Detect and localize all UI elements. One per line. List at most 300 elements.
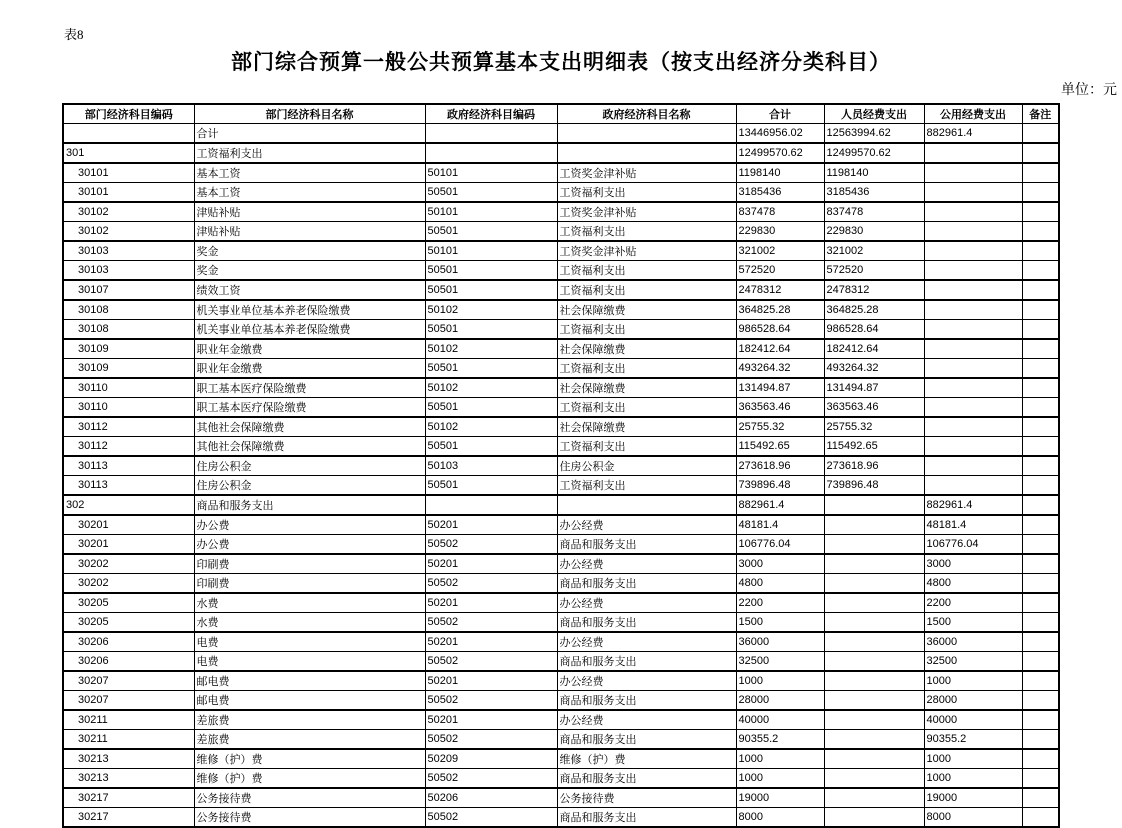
table-row — [63, 456, 1059, 476]
cell-gov-name: 工资福利支出 — [557, 320, 736, 340]
cell-gov-code: 50501 — [425, 222, 557, 242]
cell-gov-name: 商品和服务支出 — [557, 808, 736, 828]
cell-public — [924, 476, 1022, 496]
cell-dept-name: 基本工资 — [194, 163, 425, 183]
table-row — [63, 300, 1059, 320]
cell-dept-code: 30207 — [63, 691, 194, 711]
cell-personnel — [824, 495, 924, 515]
cell-gov-code: 50502 — [425, 535, 557, 555]
table-row — [63, 339, 1059, 359]
cell-gov-code: 50201 — [425, 671, 557, 691]
cell-personnel: 1198140 — [824, 163, 924, 183]
cell-personnel: 2478312 — [824, 280, 924, 300]
cell-personnel: 115492.65 — [824, 437, 924, 457]
cell-personnel: 12563994.62 — [824, 124, 924, 144]
cell-dept-code: 30109 — [63, 359, 194, 379]
cell-total: 2200 — [736, 593, 824, 613]
cell-gov-code: 50102 — [425, 417, 557, 437]
cell-public: 19000 — [924, 788, 1022, 808]
cell-personnel: 837478 — [824, 202, 924, 222]
cell-public: 48181.4 — [924, 515, 1022, 535]
cell-public: 32500 — [924, 652, 1022, 672]
cell-gov-code: 50501 — [425, 320, 557, 340]
cell-dept-name: 其他社会保障缴费 — [194, 437, 425, 457]
cell-personnel — [824, 632, 924, 652]
budget-table — [62, 103, 1060, 828]
cell-gov-name: 社会保障缴费 — [557, 378, 736, 398]
cell-public — [924, 222, 1022, 242]
cell-gov-code: 50102 — [425, 300, 557, 320]
cell-total: 25755.32 — [736, 417, 824, 437]
cell-dept-name: 基本工资 — [194, 183, 425, 203]
cell-dept-code: 30102 — [63, 202, 194, 222]
cell-personnel — [824, 730, 924, 750]
cell-gov-name: 工资福利支出 — [557, 437, 736, 457]
cell-gov-code: 50502 — [425, 730, 557, 750]
cell-public: 882961.4 — [924, 124, 1022, 144]
cell-dept-name: 差旅费 — [194, 730, 425, 750]
cell-dept-code: 30202 — [63, 554, 194, 574]
cell-total: 115492.65 — [736, 437, 824, 457]
cell-gov-name: 办公经费 — [557, 554, 736, 574]
cell-gov-name: 办公经费 — [557, 593, 736, 613]
unit-label: 单位：元 — [1061, 83, 1117, 98]
col-header-personnel: 人员经费支出 — [824, 104, 924, 124]
cell-dept-name: 水费 — [194, 613, 425, 633]
cell-dept-code: 30213 — [63, 769, 194, 789]
cell-gov-code: 50201 — [425, 593, 557, 613]
table-row — [63, 202, 1059, 222]
cell-personnel — [824, 574, 924, 594]
cell-dept-name: 办公费 — [194, 535, 425, 555]
cell-total: 4800 — [736, 574, 824, 594]
cell-gov-code: 50101 — [425, 202, 557, 222]
cell-dept-name: 职工基本医疗保险缴费 — [194, 378, 425, 398]
cell-dept-name: 机关事业单位基本养老保险缴费 — [194, 300, 425, 320]
cell-note — [1022, 359, 1059, 379]
cell-note — [1022, 300, 1059, 320]
cell-personnel: 364825.28 — [824, 300, 924, 320]
col-header-total: 合计 — [736, 104, 824, 124]
cell-personnel: 493264.32 — [824, 359, 924, 379]
cell-gov-code: 50502 — [425, 691, 557, 711]
cell-public: 1500 — [924, 613, 1022, 633]
cell-public — [924, 280, 1022, 300]
cell-dept-code: 30112 — [63, 437, 194, 457]
cell-personnel: 363563.46 — [824, 398, 924, 418]
cell-note — [1022, 241, 1059, 261]
cell-public — [924, 437, 1022, 457]
cell-note — [1022, 320, 1059, 340]
table-row — [63, 163, 1059, 183]
table-row — [63, 378, 1059, 398]
cell-gov-code — [425, 124, 557, 144]
cell-dept-code: 30108 — [63, 300, 194, 320]
cell-gov-name — [557, 143, 736, 163]
cell-dept-code: 30202 — [63, 574, 194, 594]
cell-note — [1022, 261, 1059, 281]
cell-dept-code: 30207 — [63, 671, 194, 691]
table-row — [63, 417, 1059, 437]
cell-total: 572520 — [736, 261, 824, 281]
cell-total: 321002 — [736, 241, 824, 261]
table-row — [63, 691, 1059, 711]
cell-note — [1022, 163, 1059, 183]
cell-dept-code: 30201 — [63, 515, 194, 535]
cell-gov-name — [557, 495, 736, 515]
cell-total: 106776.04 — [736, 535, 824, 555]
cell-public: 90355.2 — [924, 730, 1022, 750]
cell-note — [1022, 808, 1059, 828]
cell-dept-code: 30201 — [63, 535, 194, 555]
cell-gov-name: 商品和服务支出 — [557, 535, 736, 555]
cell-dept-code: 30102 — [63, 222, 194, 242]
cell-gov-code — [425, 143, 557, 163]
cell-note — [1022, 143, 1059, 163]
cell-gov-code: 50201 — [425, 632, 557, 652]
cell-personnel: 273618.96 — [824, 456, 924, 476]
cell-gov-name: 商品和服务支出 — [557, 574, 736, 594]
cell-personnel — [824, 769, 924, 789]
col-header-gov-code: 政府经济科目编码 — [425, 104, 557, 124]
cell-dept-name: 公务接待费 — [194, 788, 425, 808]
cell-dept-code — [63, 124, 194, 144]
cell-gov-name: 社会保障缴费 — [557, 339, 736, 359]
page-title: 部门综合预算一般公共预算基本支出明细表（按支出经济分类科目） — [231, 50, 891, 74]
table-row — [63, 652, 1059, 672]
cell-gov-code: 50201 — [425, 554, 557, 574]
col-header-gov-name: 政府经济科目名称 — [557, 104, 736, 124]
cell-gov-name: 公务接待费 — [557, 788, 736, 808]
cell-dept-code: 30108 — [63, 320, 194, 340]
cell-gov-code: 50103 — [425, 456, 557, 476]
cell-total: 1000 — [736, 769, 824, 789]
cell-personnel: 739896.48 — [824, 476, 924, 496]
cell-note — [1022, 632, 1059, 652]
cell-total: 12499570.62 — [736, 143, 824, 163]
cell-personnel — [824, 554, 924, 574]
cell-total: 1000 — [736, 749, 824, 769]
cell-gov-code: 50201 — [425, 515, 557, 535]
table-row — [63, 261, 1059, 281]
cell-dept-code: 30113 — [63, 456, 194, 476]
table-row — [63, 280, 1059, 300]
cell-gov-name: 维修（护）费 — [557, 749, 736, 769]
cell-personnel — [824, 515, 924, 535]
cell-note — [1022, 456, 1059, 476]
table-row — [63, 574, 1059, 594]
cell-public: 2200 — [924, 593, 1022, 613]
cell-note — [1022, 183, 1059, 203]
cell-total: 36000 — [736, 632, 824, 652]
cell-total: 1198140 — [736, 163, 824, 183]
sheet-label: 表8 — [64, 27, 84, 42]
cell-dept-code: 30206 — [63, 632, 194, 652]
cell-gov-code: 50502 — [425, 769, 557, 789]
cell-personnel: 3185436 — [824, 183, 924, 203]
cell-gov-code: 50209 — [425, 749, 557, 769]
cell-total: 3185436 — [736, 183, 824, 203]
cell-gov-code: 50102 — [425, 339, 557, 359]
cell-dept-code: 30103 — [63, 261, 194, 281]
cell-total: 3000 — [736, 554, 824, 574]
cell-total: 493264.32 — [736, 359, 824, 379]
cell-public: 1000 — [924, 671, 1022, 691]
cell-dept-name: 工资福利支出 — [194, 143, 425, 163]
cell-note — [1022, 437, 1059, 457]
cell-gov-name: 办公经费 — [557, 710, 736, 730]
cell-gov-code: 50501 — [425, 261, 557, 281]
cell-gov-code: 50502 — [425, 652, 557, 672]
cell-personnel: 321002 — [824, 241, 924, 261]
cell-total: 837478 — [736, 202, 824, 222]
cell-gov-code: 50501 — [425, 280, 557, 300]
cell-total: 882961.4 — [736, 495, 824, 515]
cell-dept-code: 30107 — [63, 280, 194, 300]
cell-gov-code: 50501 — [425, 359, 557, 379]
cell-public — [924, 143, 1022, 163]
cell-public: 1000 — [924, 749, 1022, 769]
cell-dept-code: 30113 — [63, 476, 194, 496]
cell-dept-code: 30217 — [63, 788, 194, 808]
cell-dept-code: 30112 — [63, 417, 194, 437]
cell-note — [1022, 691, 1059, 711]
table-row — [63, 710, 1059, 730]
table-row — [63, 359, 1059, 379]
cell-personnel — [824, 749, 924, 769]
cell-gov-name: 工资福利支出 — [557, 183, 736, 203]
cell-public — [924, 417, 1022, 437]
cell-gov-name: 工资福利支出 — [557, 261, 736, 281]
cell-public — [924, 359, 1022, 379]
cell-personnel: 986528.64 — [824, 320, 924, 340]
table-row — [63, 183, 1059, 203]
cell-note — [1022, 710, 1059, 730]
cell-dept-code: 30217 — [63, 808, 194, 828]
table-row — [63, 730, 1059, 750]
cell-personnel — [824, 593, 924, 613]
cell-dept-name: 商品和服务支出 — [194, 495, 425, 515]
cell-dept-name: 印刷费 — [194, 554, 425, 574]
cell-note — [1022, 495, 1059, 515]
cell-dept-name: 其他社会保障缴费 — [194, 417, 425, 437]
cell-dept-name: 电费 — [194, 652, 425, 672]
table-row — [63, 124, 1059, 144]
cell-gov-code: 50502 — [425, 613, 557, 633]
cell-public — [924, 241, 1022, 261]
cell-note — [1022, 769, 1059, 789]
table-row — [63, 554, 1059, 574]
cell-note — [1022, 124, 1059, 144]
cell-dept-code: 302 — [63, 495, 194, 515]
cell-dept-name: 机关事业单位基本养老保险缴费 — [194, 320, 425, 340]
cell-gov-name: 办公经费 — [557, 671, 736, 691]
col-header-dept-name: 部门经济科目名称 — [194, 104, 425, 124]
cell-gov-code: 50201 — [425, 710, 557, 730]
cell-note — [1022, 398, 1059, 418]
cell-total: 28000 — [736, 691, 824, 711]
cell-total: 364825.28 — [736, 300, 824, 320]
cell-note — [1022, 515, 1059, 535]
cell-note — [1022, 730, 1059, 750]
cell-dept-name: 住房公积金 — [194, 476, 425, 496]
cell-public: 106776.04 — [924, 535, 1022, 555]
cell-note — [1022, 476, 1059, 496]
cell-personnel: 131494.87 — [824, 378, 924, 398]
cell-public: 3000 — [924, 554, 1022, 574]
cell-dept-name: 印刷费 — [194, 574, 425, 594]
cell-note — [1022, 652, 1059, 672]
cell-gov-name: 商品和服务支出 — [557, 613, 736, 633]
cell-dept-name: 办公费 — [194, 515, 425, 535]
cell-total: 19000 — [736, 788, 824, 808]
cell-personnel — [824, 652, 924, 672]
cell-gov-name: 社会保障缴费 — [557, 417, 736, 437]
cell-personnel — [824, 788, 924, 808]
table-row — [63, 143, 1059, 163]
cell-note — [1022, 574, 1059, 594]
cell-total: 273618.96 — [736, 456, 824, 476]
table-row — [63, 671, 1059, 691]
cell-total: 8000 — [736, 808, 824, 828]
cell-gov-name: 办公经费 — [557, 632, 736, 652]
cell-personnel — [824, 691, 924, 711]
cell-personnel — [824, 671, 924, 691]
cell-dept-name: 职业年金缴费 — [194, 359, 425, 379]
cell-dept-name: 水费 — [194, 593, 425, 613]
cell-personnel: 572520 — [824, 261, 924, 281]
cell-dept-code: 30205 — [63, 593, 194, 613]
cell-public: 1000 — [924, 769, 1022, 789]
table-row — [63, 632, 1059, 652]
table-row — [63, 515, 1059, 535]
cell-dept-name: 绩效工资 — [194, 280, 425, 300]
cell-note — [1022, 378, 1059, 398]
cell-personnel: 25755.32 — [824, 417, 924, 437]
table-row — [63, 613, 1059, 633]
cell-total: 2478312 — [736, 280, 824, 300]
cell-gov-name: 商品和服务支出 — [557, 652, 736, 672]
cell-gov-name: 工资奖金津补贴 — [557, 163, 736, 183]
cell-gov-name: 商品和服务支出 — [557, 769, 736, 789]
cell-dept-code: 30211 — [63, 730, 194, 750]
cell-note — [1022, 222, 1059, 242]
cell-gov-code: 50501 — [425, 476, 557, 496]
cell-personnel — [824, 535, 924, 555]
cell-dept-code: 30110 — [63, 398, 194, 418]
cell-gov-name: 商品和服务支出 — [557, 730, 736, 750]
cell-gov-code: 50502 — [425, 808, 557, 828]
cell-dept-name: 职业年金缴费 — [194, 339, 425, 359]
cell-dept-code: 30101 — [63, 163, 194, 183]
col-header-note: 备注 — [1022, 104, 1059, 124]
cell-total: 32500 — [736, 652, 824, 672]
cell-dept-code: 30206 — [63, 652, 194, 672]
cell-note — [1022, 749, 1059, 769]
cell-dept-code: 30110 — [63, 378, 194, 398]
cell-total: 48181.4 — [736, 515, 824, 535]
cell-total: 182412.64 — [736, 339, 824, 359]
cell-gov-name: 办公经费 — [557, 515, 736, 535]
table-row — [63, 437, 1059, 457]
table-row — [63, 476, 1059, 496]
table-row — [63, 495, 1059, 515]
cell-public: 4800 — [924, 574, 1022, 594]
cell-note — [1022, 535, 1059, 555]
cell-dept-code: 30205 — [63, 613, 194, 633]
cell-personnel: 182412.64 — [824, 339, 924, 359]
cell-public: 36000 — [924, 632, 1022, 652]
cell-dept-name: 住房公积金 — [194, 456, 425, 476]
cell-dept-name: 津贴补贴 — [194, 222, 425, 242]
table-row — [63, 808, 1059, 828]
cell-gov-name: 商品和服务支出 — [557, 691, 736, 711]
table-row — [63, 535, 1059, 555]
cell-dept-name: 公务接待费 — [194, 808, 425, 828]
table-row — [63, 398, 1059, 418]
cell-public — [924, 320, 1022, 340]
table-row — [63, 788, 1059, 808]
cell-gov-name: 工资福利支出 — [557, 398, 736, 418]
cell-public: 28000 — [924, 691, 1022, 711]
cell-dept-name: 维修（护）费 — [194, 769, 425, 789]
cell-gov-name: 工资福利支出 — [557, 280, 736, 300]
cell-dept-name: 津贴补贴 — [194, 202, 425, 222]
cell-note — [1022, 671, 1059, 691]
cell-total: 40000 — [736, 710, 824, 730]
cell-note — [1022, 339, 1059, 359]
cell-gov-name: 工资奖金津补贴 — [557, 241, 736, 261]
cell-gov-name — [557, 124, 736, 144]
cell-note — [1022, 788, 1059, 808]
cell-dept-code: 30211 — [63, 710, 194, 730]
table-row — [63, 769, 1059, 789]
cell-dept-code: 30103 — [63, 241, 194, 261]
cell-dept-code: 30109 — [63, 339, 194, 359]
table-row — [63, 593, 1059, 613]
cell-total: 131494.87 — [736, 378, 824, 398]
cell-gov-code: 50501 — [425, 398, 557, 418]
cell-public: 40000 — [924, 710, 1022, 730]
cell-public — [924, 339, 1022, 359]
cell-total: 739896.48 — [736, 476, 824, 496]
cell-total: 90355.2 — [736, 730, 824, 750]
cell-public: 882961.4 — [924, 495, 1022, 515]
cell-gov-name: 住房公积金 — [557, 456, 736, 476]
cell-gov-name: 工资福利支出 — [557, 222, 736, 242]
cell-dept-code: 30213 — [63, 749, 194, 769]
cell-public — [924, 378, 1022, 398]
table-body — [63, 124, 1059, 828]
cell-gov-code: 50502 — [425, 574, 557, 594]
cell-dept-name: 差旅费 — [194, 710, 425, 730]
cell-total: 1500 — [736, 613, 824, 633]
cell-note — [1022, 202, 1059, 222]
cell-gov-code: 50501 — [425, 437, 557, 457]
cell-public: 8000 — [924, 808, 1022, 828]
cell-dept-code: 301 — [63, 143, 194, 163]
cell-public — [924, 398, 1022, 418]
cell-public — [924, 163, 1022, 183]
cell-gov-name: 社会保障缴费 — [557, 300, 736, 320]
cell-personnel — [824, 613, 924, 633]
table-row — [63, 222, 1059, 242]
cell-dept-name: 邮电费 — [194, 671, 425, 691]
cell-gov-name: 工资福利支出 — [557, 359, 736, 379]
cell-note — [1022, 613, 1059, 633]
cell-dept-name: 职工基本医疗保险缴费 — [194, 398, 425, 418]
cell-total: 1000 — [736, 671, 824, 691]
